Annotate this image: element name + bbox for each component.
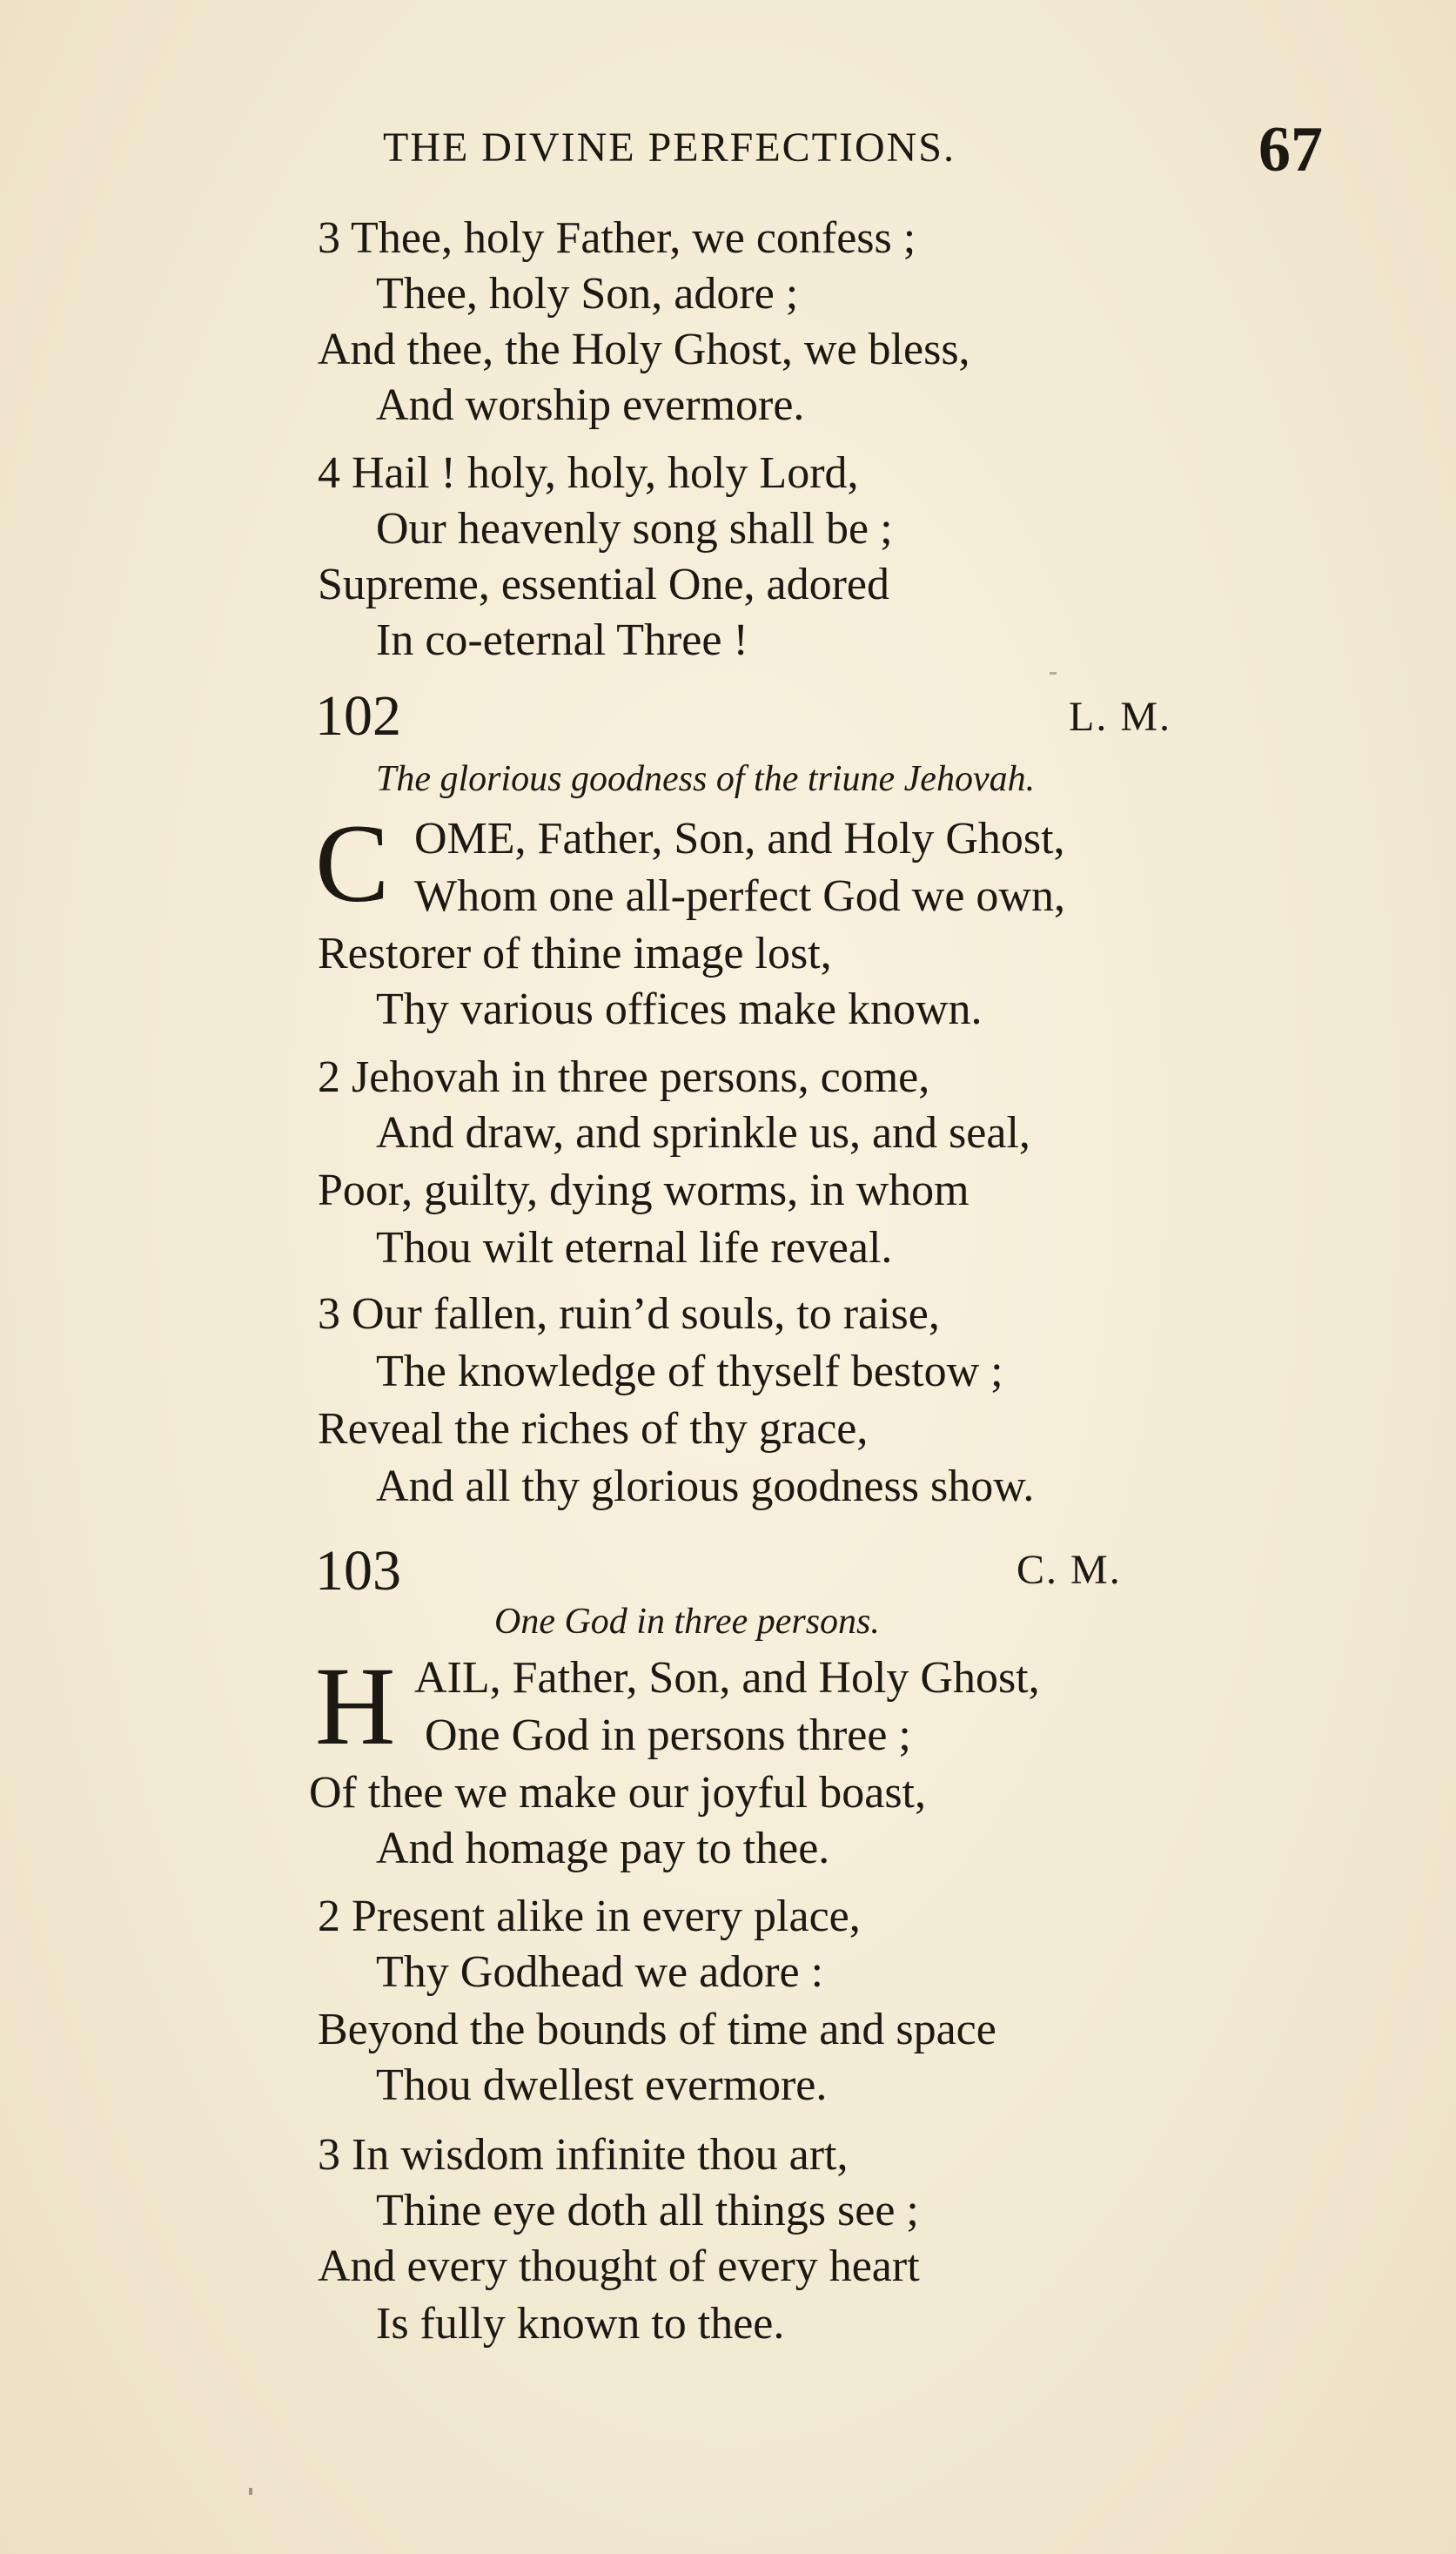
verse-line: 3 Our fallen, ruin’d souls, to raise, bbox=[318, 1289, 940, 1339]
hymn-title: One God in three persons. bbox=[494, 1602, 880, 1642]
hymn-number: 102 bbox=[315, 684, 401, 748]
verse-line: Thy Godhead we adore : bbox=[376, 1947, 824, 1997]
verse-line: 2 Jehovah in three persons, come, bbox=[318, 1052, 930, 1102]
verse-line: One God in persons three ; bbox=[425, 1711, 911, 1760]
hymn-meter: C. M. bbox=[1017, 1547, 1122, 1593]
verse-line: And draw, and sprinkle us, and seal, bbox=[376, 1108, 1030, 1158]
verse-line: 2 Present alike in every place, bbox=[318, 1892, 861, 1941]
drop-capital: H bbox=[315, 1644, 396, 1768]
verse-line: Our heavenly song shall be ; bbox=[376, 504, 893, 554]
verse-line: OME, Father, Son, and Holy Ghost, bbox=[414, 814, 1065, 864]
verse-line: Thine eye doth all things see ; bbox=[376, 2186, 919, 2235]
verse-line: And every thought of every heart bbox=[318, 2241, 920, 2291]
verse-line: 3 Thee, holy Father, we confess ; bbox=[318, 213, 916, 263]
paper-speck bbox=[1050, 672, 1057, 675]
verse-line: And worship evermore. bbox=[376, 380, 805, 430]
verse-line: Beyond the bounds of time and space bbox=[318, 2005, 996, 2054]
verse-line: Reveal the riches of thy grace, bbox=[318, 1404, 869, 1454]
hymn-number: 103 bbox=[315, 1539, 401, 1603]
verse-line: In co-eternal Three ! bbox=[376, 615, 748, 665]
verse-line: Thee, holy Son, adore ; bbox=[376, 269, 799, 319]
verse-line: 3 In wisdom infinite thou art, bbox=[318, 2130, 849, 2180]
verse-line: Thou wilt eternal life reveal. bbox=[376, 1223, 893, 1273]
verse-line: And all thy glorious goodness show. bbox=[376, 1462, 1035, 1511]
verse-line: And homage pay to thee. bbox=[376, 1824, 830, 1873]
verse-line: Restorer of thine image lost, bbox=[318, 929, 832, 978]
verse-line: Is fully known to thee. bbox=[376, 2299, 785, 2349]
verse-line: AIL, Father, Son, and Holy Ghost, bbox=[414, 1653, 1040, 1703]
page-number: 67 bbox=[1258, 114, 1323, 185]
verse-line: Poor, guilty, dying worms, in whom bbox=[318, 1166, 970, 1215]
verse-line: 4 Hail ! holy, holy, holy Lord, bbox=[318, 448, 859, 498]
verse-line: Thy various offices make known. bbox=[376, 985, 983, 1034]
drop-capital: C bbox=[315, 802, 390, 925]
page-header bbox=[383, 113, 1323, 183]
verse-line: The knowledge of thyself bestow ; bbox=[376, 1347, 1003, 1396]
hymn-meter: L. M. bbox=[1069, 694, 1171, 740]
running-head: THE DIVINE PERFECTIONS. bbox=[383, 124, 956, 171]
verse-line: Supreme, essential One, adored bbox=[318, 560, 890, 609]
verse-line: And thee, the Holy Ghost, we bless, bbox=[318, 325, 970, 374]
hymn-title: The glorious goodness of the triune Jehovah. bbox=[376, 759, 1036, 799]
paper-speck bbox=[249, 2488, 252, 2495]
verse-line: Whom one all-perfect God we own, bbox=[414, 871, 1065, 921]
verse-line: Of thee we make our joyful boast, bbox=[309, 1768, 927, 1818]
verse-line: Thou dwellest evermore. bbox=[376, 2060, 828, 2110]
